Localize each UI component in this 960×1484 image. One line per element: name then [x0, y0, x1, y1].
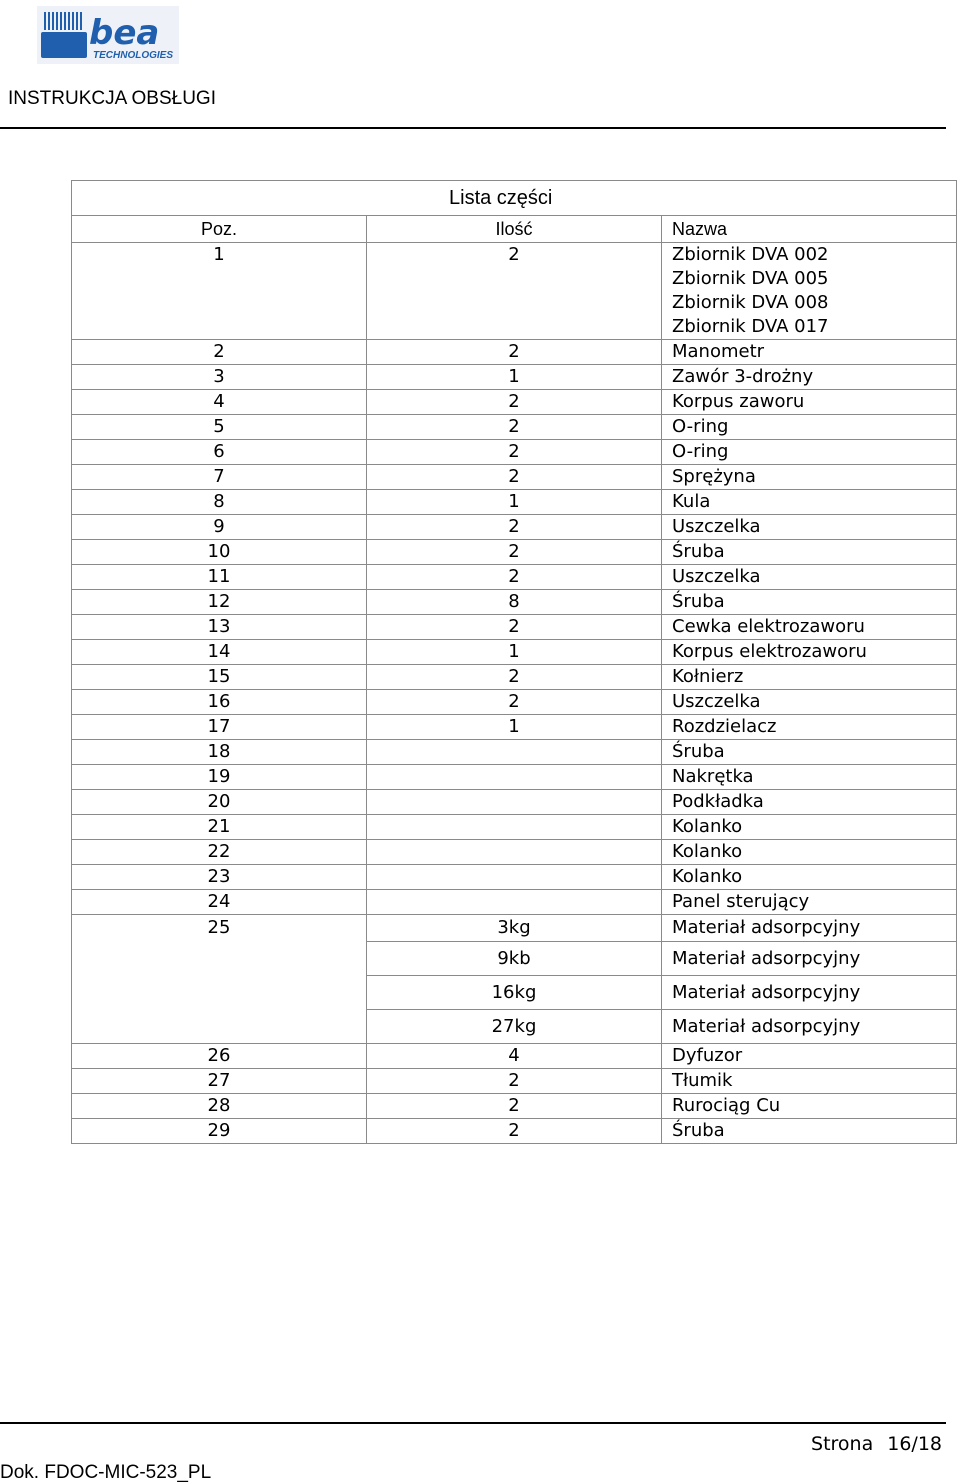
column-header-poz: Poz.	[72, 216, 367, 243]
svg-text:TECHNOLOGIES: TECHNOLOGIES	[93, 50, 174, 61]
cell-name: Kolanko	[662, 840, 957, 865]
table-row	[72, 740, 957, 765]
document-title: INSTRUKCJA OBSŁUGI	[8, 88, 216, 109]
table-row	[72, 243, 957, 340]
cell-name: Rozdzielacz	[662, 715, 957, 740]
cell-poz: 9	[72, 515, 367, 540]
cell-qty: 3kg	[367, 915, 662, 942]
table-row	[72, 340, 957, 365]
cell-poz: 14	[72, 640, 367, 665]
table-row	[72, 690, 957, 715]
cell-qty	[367, 815, 662, 840]
cell-poz: 7	[72, 465, 367, 490]
cell-name: Kolanko	[662, 865, 957, 890]
cell-qty	[367, 740, 662, 765]
cell-qty: 2	[367, 540, 662, 565]
cell-name: Materiał adsorpcyjny	[662, 1010, 957, 1044]
cell-poz: 27	[72, 1069, 367, 1094]
cell-poz: 13	[72, 615, 367, 640]
cell-poz: 1	[72, 243, 367, 340]
cell-poz: 4	[72, 390, 367, 415]
table-title-cell	[72, 181, 957, 216]
cell-qty: 2	[367, 440, 662, 465]
table-row	[72, 415, 957, 440]
table-row	[72, 390, 957, 415]
cell-name: Kula	[662, 490, 957, 515]
table-title: Lista części	[449, 187, 553, 209]
column-header-name: Nazwa	[662, 216, 957, 243]
cell-name: Śruba	[662, 590, 957, 615]
table-row	[72, 1069, 957, 1094]
table-row	[72, 665, 957, 690]
cell-qty	[367, 765, 662, 790]
cell-name: Cewka elektrozaworu	[662, 615, 957, 640]
footer-divider	[0, 1422, 946, 1424]
cell-qty: 2	[367, 1069, 662, 1094]
cell-poz: 22	[72, 840, 367, 865]
cell-qty	[367, 865, 662, 890]
cell-name: Tłumik	[662, 1069, 957, 1094]
table-row	[72, 1119, 957, 1144]
cell-name: Sprężyna	[662, 465, 957, 490]
cell-name: O-ring	[662, 440, 957, 465]
cell-name: Kolanko	[662, 815, 957, 840]
table-row	[72, 1010, 957, 1044]
cell-poz: 3	[72, 365, 367, 390]
cell-name: Rurociąg Cu	[662, 1094, 957, 1119]
cell-poz: 5	[72, 415, 367, 440]
cell-poz: 12	[72, 590, 367, 615]
cell-name	[662, 243, 957, 340]
cell-poz: 11	[72, 565, 367, 590]
cell-qty: 8	[367, 590, 662, 615]
cell-qty: 1	[367, 640, 662, 665]
table-row	[72, 890, 957, 915]
table-row	[72, 815, 957, 840]
table-row	[72, 590, 957, 615]
cell-poz: 10	[72, 540, 367, 565]
table-header-row	[72, 216, 957, 243]
table-row	[72, 515, 957, 540]
cell-qty: 4	[367, 1044, 662, 1069]
cell-name: Korpus elektrozaworu	[662, 640, 957, 665]
cell-qty: 2	[367, 465, 662, 490]
table-row	[72, 540, 957, 565]
cell-qty: 2	[367, 515, 662, 540]
cell-poz	[72, 1010, 367, 1044]
table-row	[72, 1044, 957, 1069]
cell-name: Panel sterujący	[662, 890, 957, 915]
table-row	[72, 976, 957, 1010]
cell-qty	[367, 890, 662, 915]
cell-qty: 16kg	[367, 976, 662, 1010]
cell-name: Nakrętka	[662, 765, 957, 790]
cell-qty: 27kg	[367, 1010, 662, 1044]
table-row	[72, 615, 957, 640]
table-row	[72, 942, 957, 976]
cell-qty	[367, 840, 662, 865]
cell-poz: 21	[72, 815, 367, 840]
cell-poz: 26	[72, 1044, 367, 1069]
cell-poz: 28	[72, 1094, 367, 1119]
cell-name: Uszczelka	[662, 565, 957, 590]
cell-qty	[367, 790, 662, 815]
table-row	[72, 1094, 957, 1119]
cell-qty: 2	[367, 340, 662, 365]
header-divider	[0, 127, 946, 129]
cell-poz: 16	[72, 690, 367, 715]
cell-qty: 2	[367, 565, 662, 590]
cell-poz: 25	[72, 915, 367, 942]
cell-qty: 1	[367, 490, 662, 515]
cell-poz	[72, 942, 367, 976]
table-row	[72, 565, 957, 590]
table-row	[72, 840, 957, 865]
company-logo	[37, 6, 179, 64]
table-row	[72, 865, 957, 890]
cell-qty: 2	[367, 415, 662, 440]
cell-poz	[72, 976, 367, 1010]
table-row	[72, 490, 957, 515]
cell-name: Manometr	[662, 340, 957, 365]
cell-qty: 1	[367, 715, 662, 740]
parts-list-table	[71, 180, 957, 1144]
cell-poz: 19	[72, 765, 367, 790]
cell-name-line: Zbiornik DVA 002	[672, 244, 829, 265]
cell-name-line: Zbiornik DVA 005	[672, 268, 829, 289]
cell-qty: 2	[367, 243, 662, 340]
cell-name: Uszczelka	[662, 690, 957, 715]
cell-qty: 9kb	[367, 942, 662, 976]
cell-name: Materiał adsorpcyjny	[662, 915, 957, 942]
table-row	[72, 640, 957, 665]
cell-poz: 2	[72, 340, 367, 365]
svg-text:bea: bea	[89, 13, 160, 53]
cell-poz: 24	[72, 890, 367, 915]
cell-poz: 8	[72, 490, 367, 515]
cell-qty: 2	[367, 1119, 662, 1144]
cell-name-line: Zbiornik DVA 008	[672, 292, 829, 313]
cell-poz: 15	[72, 665, 367, 690]
cell-name: Materiał adsorpcyjny	[662, 942, 957, 976]
page-label: Strona	[811, 1433, 874, 1455]
table-row	[72, 715, 957, 740]
table-row	[72, 790, 957, 815]
document-id: Dok. FDOC-MIC-523_PL	[0, 1462, 212, 1483]
table-row	[72, 765, 957, 790]
cell-name: Kołnierz	[662, 665, 957, 690]
cell-poz: 6	[72, 440, 367, 465]
cell-name: O-ring	[662, 415, 957, 440]
cell-name: Śruba	[662, 740, 957, 765]
cell-name: Korpus zaworu	[662, 390, 957, 415]
cell-qty: 2	[367, 1094, 662, 1119]
page-indicator	[811, 1433, 942, 1455]
cell-name: Dyfuzor	[662, 1044, 957, 1069]
cell-poz: 20	[72, 790, 367, 815]
cell-poz: 23	[72, 865, 367, 890]
cell-qty: 2	[367, 690, 662, 715]
cell-qty: 2	[367, 665, 662, 690]
cell-name: Śruba	[662, 540, 957, 565]
cell-qty: 1	[367, 365, 662, 390]
cell-name: Podkładka	[662, 790, 957, 815]
cell-name: Śruba	[662, 1119, 957, 1144]
cell-qty: 2	[367, 390, 662, 415]
table-row	[72, 465, 957, 490]
cell-qty: 2	[367, 615, 662, 640]
cell-name-line: Zbiornik DVA 017	[672, 316, 829, 337]
cell-name: Zawór 3-drożny	[662, 365, 957, 390]
table-row	[72, 365, 957, 390]
cell-poz: 17	[72, 715, 367, 740]
table-row	[72, 440, 957, 465]
column-header-qty: Ilość	[367, 216, 662, 243]
cell-name: Materiał adsorpcyjny	[662, 976, 957, 1010]
cell-poz: 18	[72, 740, 367, 765]
table-row	[72, 915, 957, 942]
page-number: 16/18	[887, 1433, 942, 1455]
cell-name: Uszczelka	[662, 515, 957, 540]
cell-poz: 29	[72, 1119, 367, 1144]
